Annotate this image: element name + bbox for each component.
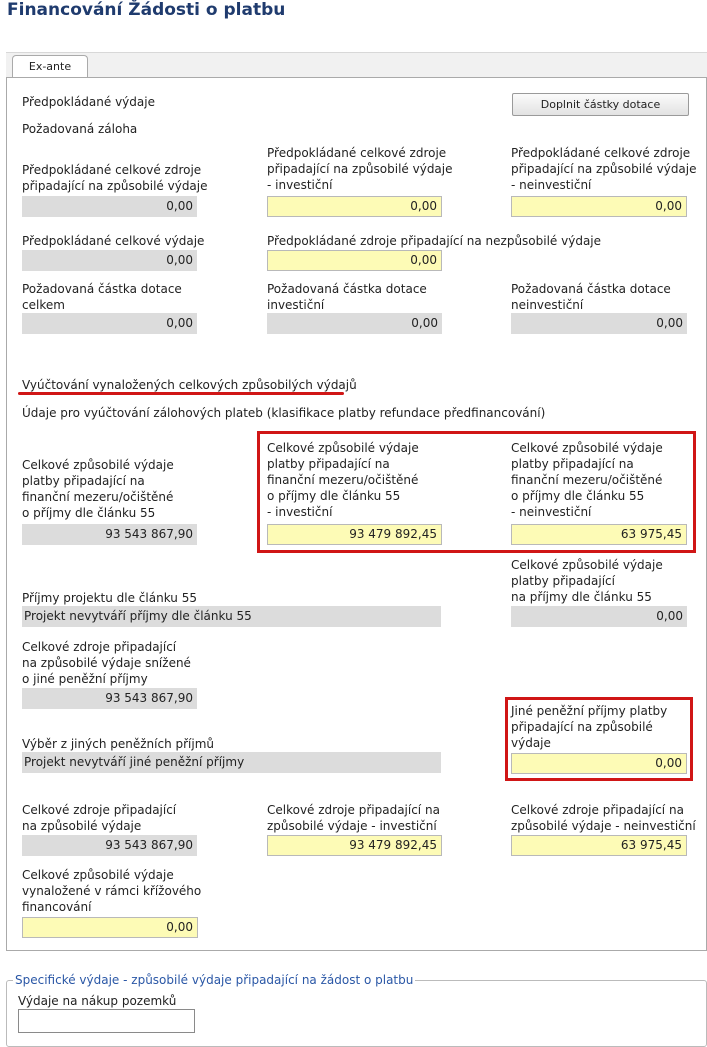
project-income-label: Příjmy projektu dle článku 55 xyxy=(22,591,197,605)
specific-expenses-legend: Specifické výdaje - způsobilé výdaje připadající na žádost o platbu xyxy=(15,973,414,987)
eligible-expenses-noninvestment-label: Celkové způsobilé výdaje platby připadající na finanční mezeru/očištěné o příjmy dle článku 55 - neinvestiční xyxy=(511,441,663,519)
settlement-heading: Vyúčtování vynaložených celkových způsobilých výdajů xyxy=(22,378,357,392)
expected-sources-investment-label: Předpokládané celkové zdroje připadající na způsobilé výdaje - investiční xyxy=(267,146,453,192)
subsidy-investment-label: Požadovaná částka dotace investiční xyxy=(267,282,427,312)
heading-highlight-underline xyxy=(18,392,344,395)
project-income-select[interactable]: Projekt nevytváří příjmy dle článku 55 xyxy=(22,606,441,627)
subsidy-noninvestment-value: 0,00 xyxy=(511,313,687,334)
reduced-sources-value: 93 543 867,90 xyxy=(22,688,197,709)
reduced-sources-label: Celkové zdroje připadající na způsobilé výdaje snížené o jiné peněžní příjmy xyxy=(22,640,191,686)
total-sources-noninvestment-label: Celkové zdroje připadající na způsobilé výdaje - neinvestiční xyxy=(511,803,696,833)
other-income-field[interactable]: 0,00 xyxy=(511,753,687,774)
cross-financing-field[interactable]: 0,00 xyxy=(22,917,198,938)
expected-total-expenses-value: 0,00 xyxy=(22,250,197,271)
ineligible-sources-label: Předpokládané zdroje připadající na nezpůsobilé výdaje xyxy=(267,234,602,248)
eligible-expenses-label: Celkové způsobilé výdaje platby připadající na finanční mezeru/očištěné o příjmy dle článku 55 xyxy=(22,458,174,520)
subsidy-noninvestment-label: Požadovaná částka dotace neinvestiční xyxy=(511,282,671,312)
other-income-label: Jiné peněžní příjmy platby připadající na způsobilé výdaje xyxy=(511,704,668,750)
eligible-expenses-investment-label: Celkové způsobilé výdaje platby připadající na finanční mezeru/očištěné o příjmy dle článku 55 - investiční xyxy=(267,441,419,519)
expected-expenses-label: Předpokládané výdaje xyxy=(22,95,155,109)
other-income-choice-select[interactable]: Projekt nevytváří jiné peněžní příjmy xyxy=(22,752,441,773)
total-sources-investment-label: Celkové zdroje připadající na způsobilé výdaje - investiční xyxy=(267,803,440,833)
expected-sources-noninvestment-field[interactable]: 0,00 xyxy=(511,196,687,217)
subsidy-total-value: 0,00 xyxy=(22,313,197,334)
requested-advance-label: Požadovaná záloha xyxy=(22,122,138,136)
fill-subsidy-amounts-button[interactable]: Doplnit částky dotace xyxy=(512,93,689,116)
subsidy-investment-value: 0,00 xyxy=(267,313,442,334)
subsidy-total-label: Požadovaná částka dotace celkem xyxy=(22,282,182,312)
land-purchase-label: Výdaje na nákup pozemků xyxy=(18,994,177,1008)
expected-sources-label: Předpokládané celkové zdroje připadající na způsobilé výdaje xyxy=(22,163,208,193)
expected-total-expenses-label: Předpokládané celkové výdaje xyxy=(22,234,205,248)
other-income-choice-label: Výběr z jiných peněžních příjmů xyxy=(22,737,214,751)
total-sources-noninvestment-field[interactable]: 63 975,45 xyxy=(511,835,687,856)
expected-sources-value: 0,00 xyxy=(22,196,197,217)
land-purchase-input[interactable] xyxy=(18,1009,195,1033)
total-sources-label: Celkové zdroje připadající na způsobilé výdaje xyxy=(22,803,177,833)
page-title: Financování Žádosti o platbu xyxy=(7,0,286,20)
ineligible-sources-field[interactable]: 0,00 xyxy=(267,250,442,271)
cross-financing-label: Celkové způsobilé výdaje vynaložené v rámci křížového financování xyxy=(22,868,202,914)
expected-sources-noninvestment-label: Předpokládané celkové zdroje připadající na způsobilé výdaje - neinvestiční xyxy=(511,146,697,192)
settlement-subheading: Údaje pro vyúčtování zálohových plateb (klasifikace platby refundace předfinancování) xyxy=(22,406,546,420)
expected-sources-investment-field[interactable]: 0,00 xyxy=(267,196,442,217)
total-sources-value: 93 543 867,90 xyxy=(22,835,197,856)
tab-ex-ante[interactable]: Ex-ante xyxy=(12,55,88,79)
eligible-expenses-investment-field[interactable]: 93 479 892,45 xyxy=(267,524,442,545)
eligible-expenses-value: 93 543 867,90 xyxy=(22,524,197,545)
eligible-income-value: 0,00 xyxy=(511,606,687,627)
tab-bar xyxy=(6,52,707,78)
total-sources-investment-field[interactable]: 93 479 892,45 xyxy=(267,835,442,856)
eligible-expenses-noninvestment-field[interactable]: 63 975,45 xyxy=(511,524,687,545)
eligible-income-label: Celkové způsobilé výdaje platby připadající na příjmy dle článku 55 xyxy=(511,558,663,604)
